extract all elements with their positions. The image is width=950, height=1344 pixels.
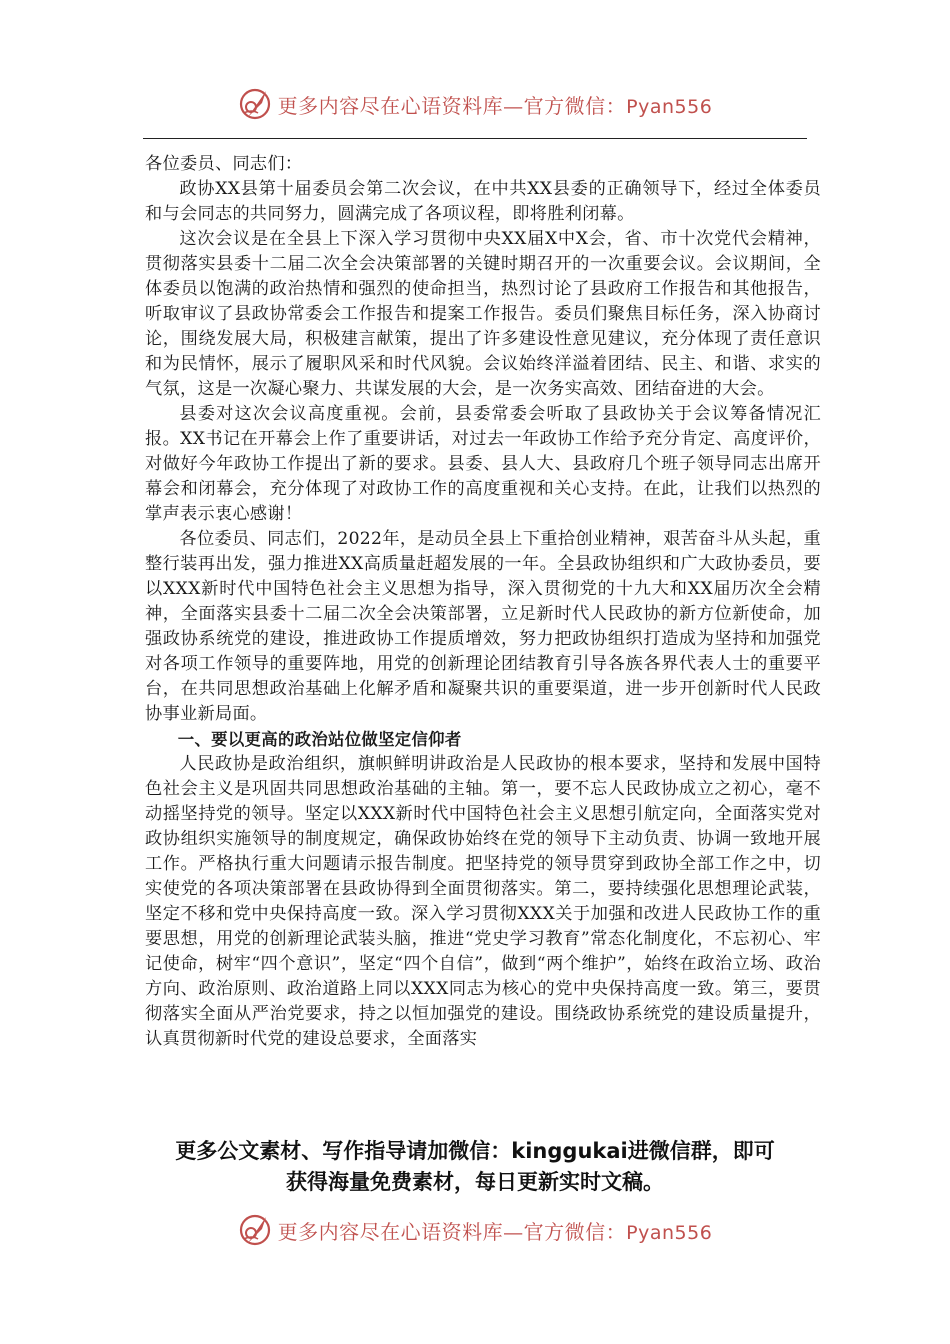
paragraph: 县委对这次会议高度重视。会前，县委常委会听取了县政协关于会议筹备情况汇报。XX书记在开幕会上作了重要讲话，对过去一年政协工作给予充分肯定、高度评价，对做好今年政协工作提出了新的要求。县委、县人大、县政府几个班子领导同志出席开幕会和闭幕会，充分体现了对政协工作的高度重视和关心支持。在此，让我们以热烈的掌声表示衷心感谢！ [145,404,821,524]
document-body [145,152,821,1052]
paragraph: 人民政协是政治组织，旗帜鲜明讲政治是人民政协的根本要求，坚持和发展中国特色社会主义是巩固共同思想政治基础的主轴。第一，要不忘人民政协成立之初心，毫不动摇坚持党的领导。坚定以XXX新时代中国特色社会主义思想引航定向，全面落实党对政协组织实施领导的制度规定，确保政协始终在党的领导下主动负责、协调一致地开展工作。严格执行重大问题请示报告制度。把坚持党的领导贯穿到政协全部工作之中，切实使党的各项决策部署在县政协得到全面贯彻落实。第二，要持续强化思想理论武装，坚定不移和党中央保持高度一致。深入学习贯彻XXX关于加强和改进人民政协工作的重要思想，用党的创新理论武装头脑，推进“党史学习教育”常态化制度化，不忘初心、牢记使命，树牢“四个意识”，坚定“四个自信”，做到“两个维护”，始终在政治立场、政治方向、政治原则、政治道路上同以XXX同志为核心的党中央保持高度一致。第三，要贯彻落实全面从严治党要求，持之以恒加强党的建设。围绕政协系统党的建设质量提升，认真贯彻新时代党的建设总要求，全面落实 [145,754,821,1049]
promo-line-2: 获得海量免费素材，每日更新实时文稿。 [286,1170,664,1194]
footer-banner [0,1210,950,1250]
banner-text: 更多内容尽在心语资料库—官方微信：Pyan556 [277,1219,713,1244]
paragraph: 政协XX县第十届委员会第二次会议，在中共XX县委的正确领导下，经过全体委员和与会同志的共同努力，圆满完成了各项议程，即将胜利闭幕。 [145,179,821,224]
banner-text: 更多内容尽在心语资料库—官方微信：Pyan556 [277,93,713,118]
banner-wechat-id: Pyan556 [626,1221,713,1244]
promo-line-1: 更多公文素材、写作指导请加微信：kinggukai进微信群，即可 [175,1139,775,1163]
quill-logo-icon [238,87,272,121]
promo-notice [140,1136,810,1198]
paragraph: 这次会议是在全县上下深入学习贯彻中央XX届X中X会，省、市十次党代会精神，贯彻落实县委十二届二次全会决策部署的关键时期召开的一次重要会议。会议期间，全体委员以饱满的政治热情和强烈的使命担当，热烈讨论了县政府工作报告和其他报告，听取审议了县政协常委会工作报告和提案工作报告。委员们聚焦目标任务，深入协商讨论，围绕发展大局，积极建言献策，提出了许多建设性意见建议，充分体现了责任意识和为民情怀，展示了履职风采和时代风貌。会议始终洋溢着团结、民主、和谐、求实的气氛，这是一次凝心聚力、共谋发展的大会，是一次务实高效、团结奋进的大会。 [145,229,821,399]
header-banner [0,84,950,124]
section-heading: 一、要以更高的政治站位做坚定信仰者 [177,730,462,749]
salutation: 各位委员、同志们： [145,154,303,174]
header-divider [143,138,807,139]
banner-wechat-id: Pyan556 [626,95,713,118]
paragraph: 各位委员、同志们，2022年，是动员全县上下重拾创业精神，艰苦奋斗从头起，重整行装再出发，强力推进XX高质量赶超发展的一年。全县政协组织和广大政协委员，要以XXX新时代中国特色社会主义思想为指导，深入贯彻党的十九大和XX届历次全会精神，全面落实县委十二届二次全会决策部署，立足新时代人民政协的新方位新使命，加强政协系统党的建设，推进政协工作提质增效，努力把政协组织打造成为坚持和加强党对各项工作领导的重要阵地，用党的创新理论团结教育引导各族各界代表人士的重要平台，在共同思想政治基础上化解矛盾和凝聚共识的重要渠道，进一步开创新时代人民政协事业新局面。 [145,529,821,724]
quill-logo-icon [238,1213,272,1247]
